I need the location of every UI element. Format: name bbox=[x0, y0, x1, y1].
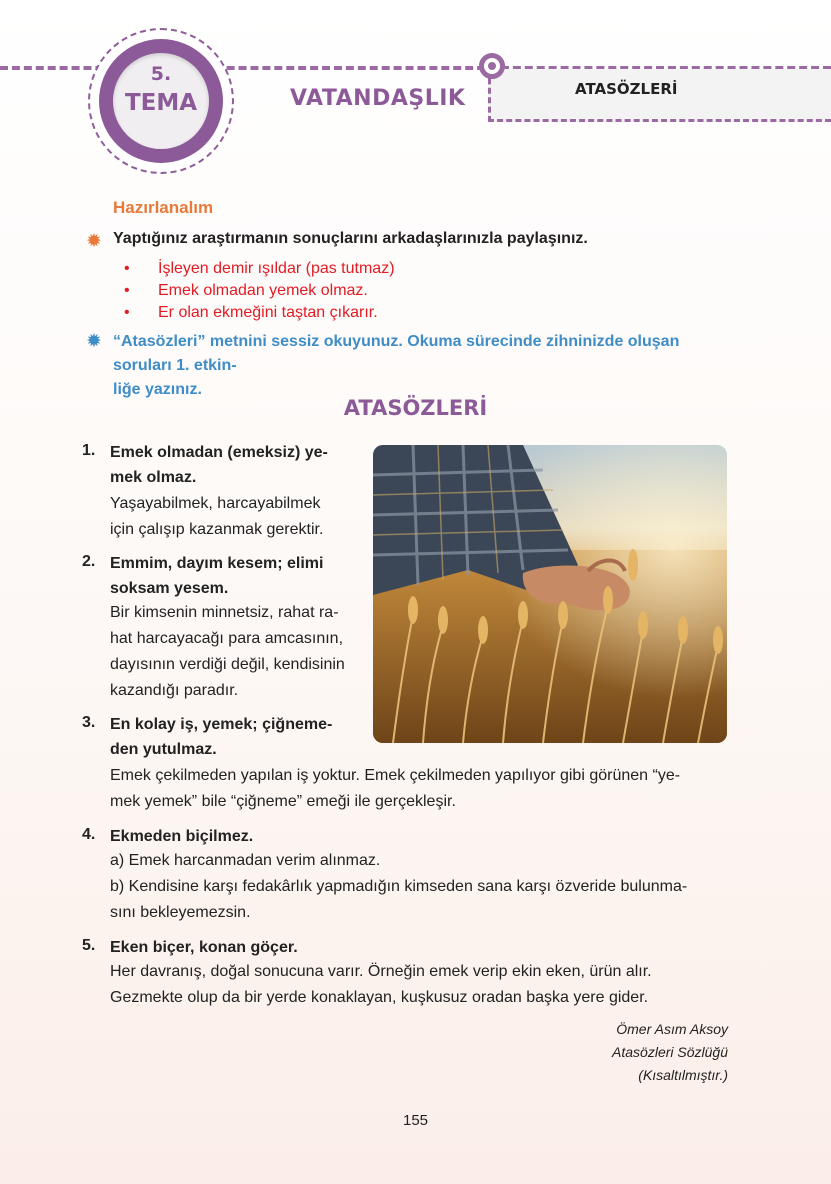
proverb-explanation bbox=[110, 959, 652, 1011]
sunburst-icon: ✹ bbox=[86, 231, 102, 252]
theme-title: VATANDAŞLIK bbox=[290, 86, 466, 111]
theme-number: 5. bbox=[150, 63, 172, 85]
instruction-read-line: liğe yazınız. bbox=[113, 381, 202, 398]
proverb-title bbox=[110, 935, 298, 960]
proverb-item: • Emek olmadan yemek olmaz. bbox=[124, 280, 395, 302]
proverb-explanation-line: Gezmekte olup da bir yerde konaklayan, kuşkusuz oradan başka yere gider. bbox=[110, 989, 649, 1006]
proverb-title bbox=[110, 824, 253, 849]
item-number: 2. bbox=[82, 553, 96, 570]
proverb-explanation-line: mek yemek” bile “çiğneme” emeği ile gerçekleşir. bbox=[110, 793, 456, 810]
item-number: 4. bbox=[82, 826, 96, 843]
proverb-explanation-line: Bir kimsenin minnetsiz, rahat ra- bbox=[110, 604, 339, 621]
proverb-explanation-line: Emek çekilmeden yapılan iş yoktur. Emek çekilmeden yapılıyor gibi görünen “ye- bbox=[110, 767, 681, 784]
proverb-explanation-line: sını bekleyemezsin. bbox=[110, 904, 251, 921]
instruction-read bbox=[113, 330, 733, 402]
proverb-title-line: En kolay iş, yemek; çiğneme- bbox=[110, 716, 333, 733]
proverb-explanation-line: kazandığı paradır. bbox=[110, 682, 239, 699]
prep-title: Hazırlanalım bbox=[113, 198, 214, 217]
proverb-title bbox=[110, 712, 332, 762]
sunburst-icon: ✹ bbox=[86, 331, 102, 352]
proverb-explanation-line: a) Emek harcanmadan verim alınmaz. bbox=[110, 852, 381, 869]
proverb-explanation-line: Her davranış, doğal sonucuna varır. Örneğin emek verip ekin eken, ürün alır. bbox=[110, 963, 652, 980]
citation-author: Ömer Asım Aksoy bbox=[616, 1021, 728, 1037]
proverb-item: • Er olan ekmeğini taştan çıkarır. bbox=[124, 302, 395, 324]
instruction-share: Yaptığınız araştırmanın sonuçlarını arkadaşlarınızla paylaşınız. bbox=[113, 230, 588, 247]
wheat-field-photo bbox=[373, 445, 727, 743]
proverb-explanation bbox=[110, 491, 323, 543]
section-title: ATASÖZLERİ bbox=[343, 396, 488, 420]
proverb-title-line: soksam yesem. bbox=[110, 580, 229, 597]
item-number: 3. bbox=[82, 714, 96, 731]
proverb-explanation-line: Yaşayabilmek, harcayabilmek bbox=[110, 495, 321, 512]
proverb-title-line: mek olmaz. bbox=[110, 469, 197, 486]
proverb-explanation-line: hat harcayacağı para amcasının, bbox=[110, 630, 344, 647]
topic-label: ATASÖZLERİ bbox=[575, 80, 678, 98]
topic-circle-icon bbox=[479, 53, 505, 79]
proverb-explanation bbox=[110, 600, 345, 704]
citation bbox=[612, 1018, 728, 1087]
citation-book: Atasözleri Sözlüğü bbox=[612, 1044, 728, 1060]
proverb-explanation-line: dayısının verdiği değil, kendisinin bbox=[110, 656, 345, 673]
proverb-explanation bbox=[110, 763, 680, 815]
proverb-title-line: Emmim, dayım kesem; elimi bbox=[110, 555, 324, 572]
proverb-explanation bbox=[110, 848, 687, 926]
item-number: 1. bbox=[82, 442, 96, 459]
proverb-title bbox=[110, 551, 323, 601]
proverb-title-line: den yutulmaz. bbox=[110, 741, 217, 758]
proverb-title-line: Ekmeden biçilmez. bbox=[110, 828, 254, 845]
page-number: 155 bbox=[402, 1112, 429, 1129]
proverb-explanation-line: b) Kendisine karşı fedakârlık yapmadığın kimseden sana karşı özveride bulunma- bbox=[110, 878, 688, 895]
proverb-explanation-line: için çalışıp kazanmak gerektir. bbox=[110, 521, 324, 538]
instruction-read-line: “Atasözleri” metnini sessiz okuyunuz. Okuma sürecinde zihninizde oluşan soruları 1. etkin- bbox=[113, 333, 680, 374]
proverb-title-line: Emek olmadan (emeksiz) ye- bbox=[110, 444, 328, 461]
proverb-list bbox=[124, 258, 395, 324]
theme-word: TEMA bbox=[124, 90, 198, 116]
citation-note: (Kısaltılmıştır.) bbox=[638, 1067, 728, 1083]
proverb-item: • İşleyen demir ışıldar (pas tutmaz) bbox=[124, 258, 395, 280]
proverb-title-line: Eken biçer, konan göçer. bbox=[110, 939, 298, 956]
proverb-title bbox=[110, 440, 328, 490]
item-number: 5. bbox=[82, 937, 96, 954]
